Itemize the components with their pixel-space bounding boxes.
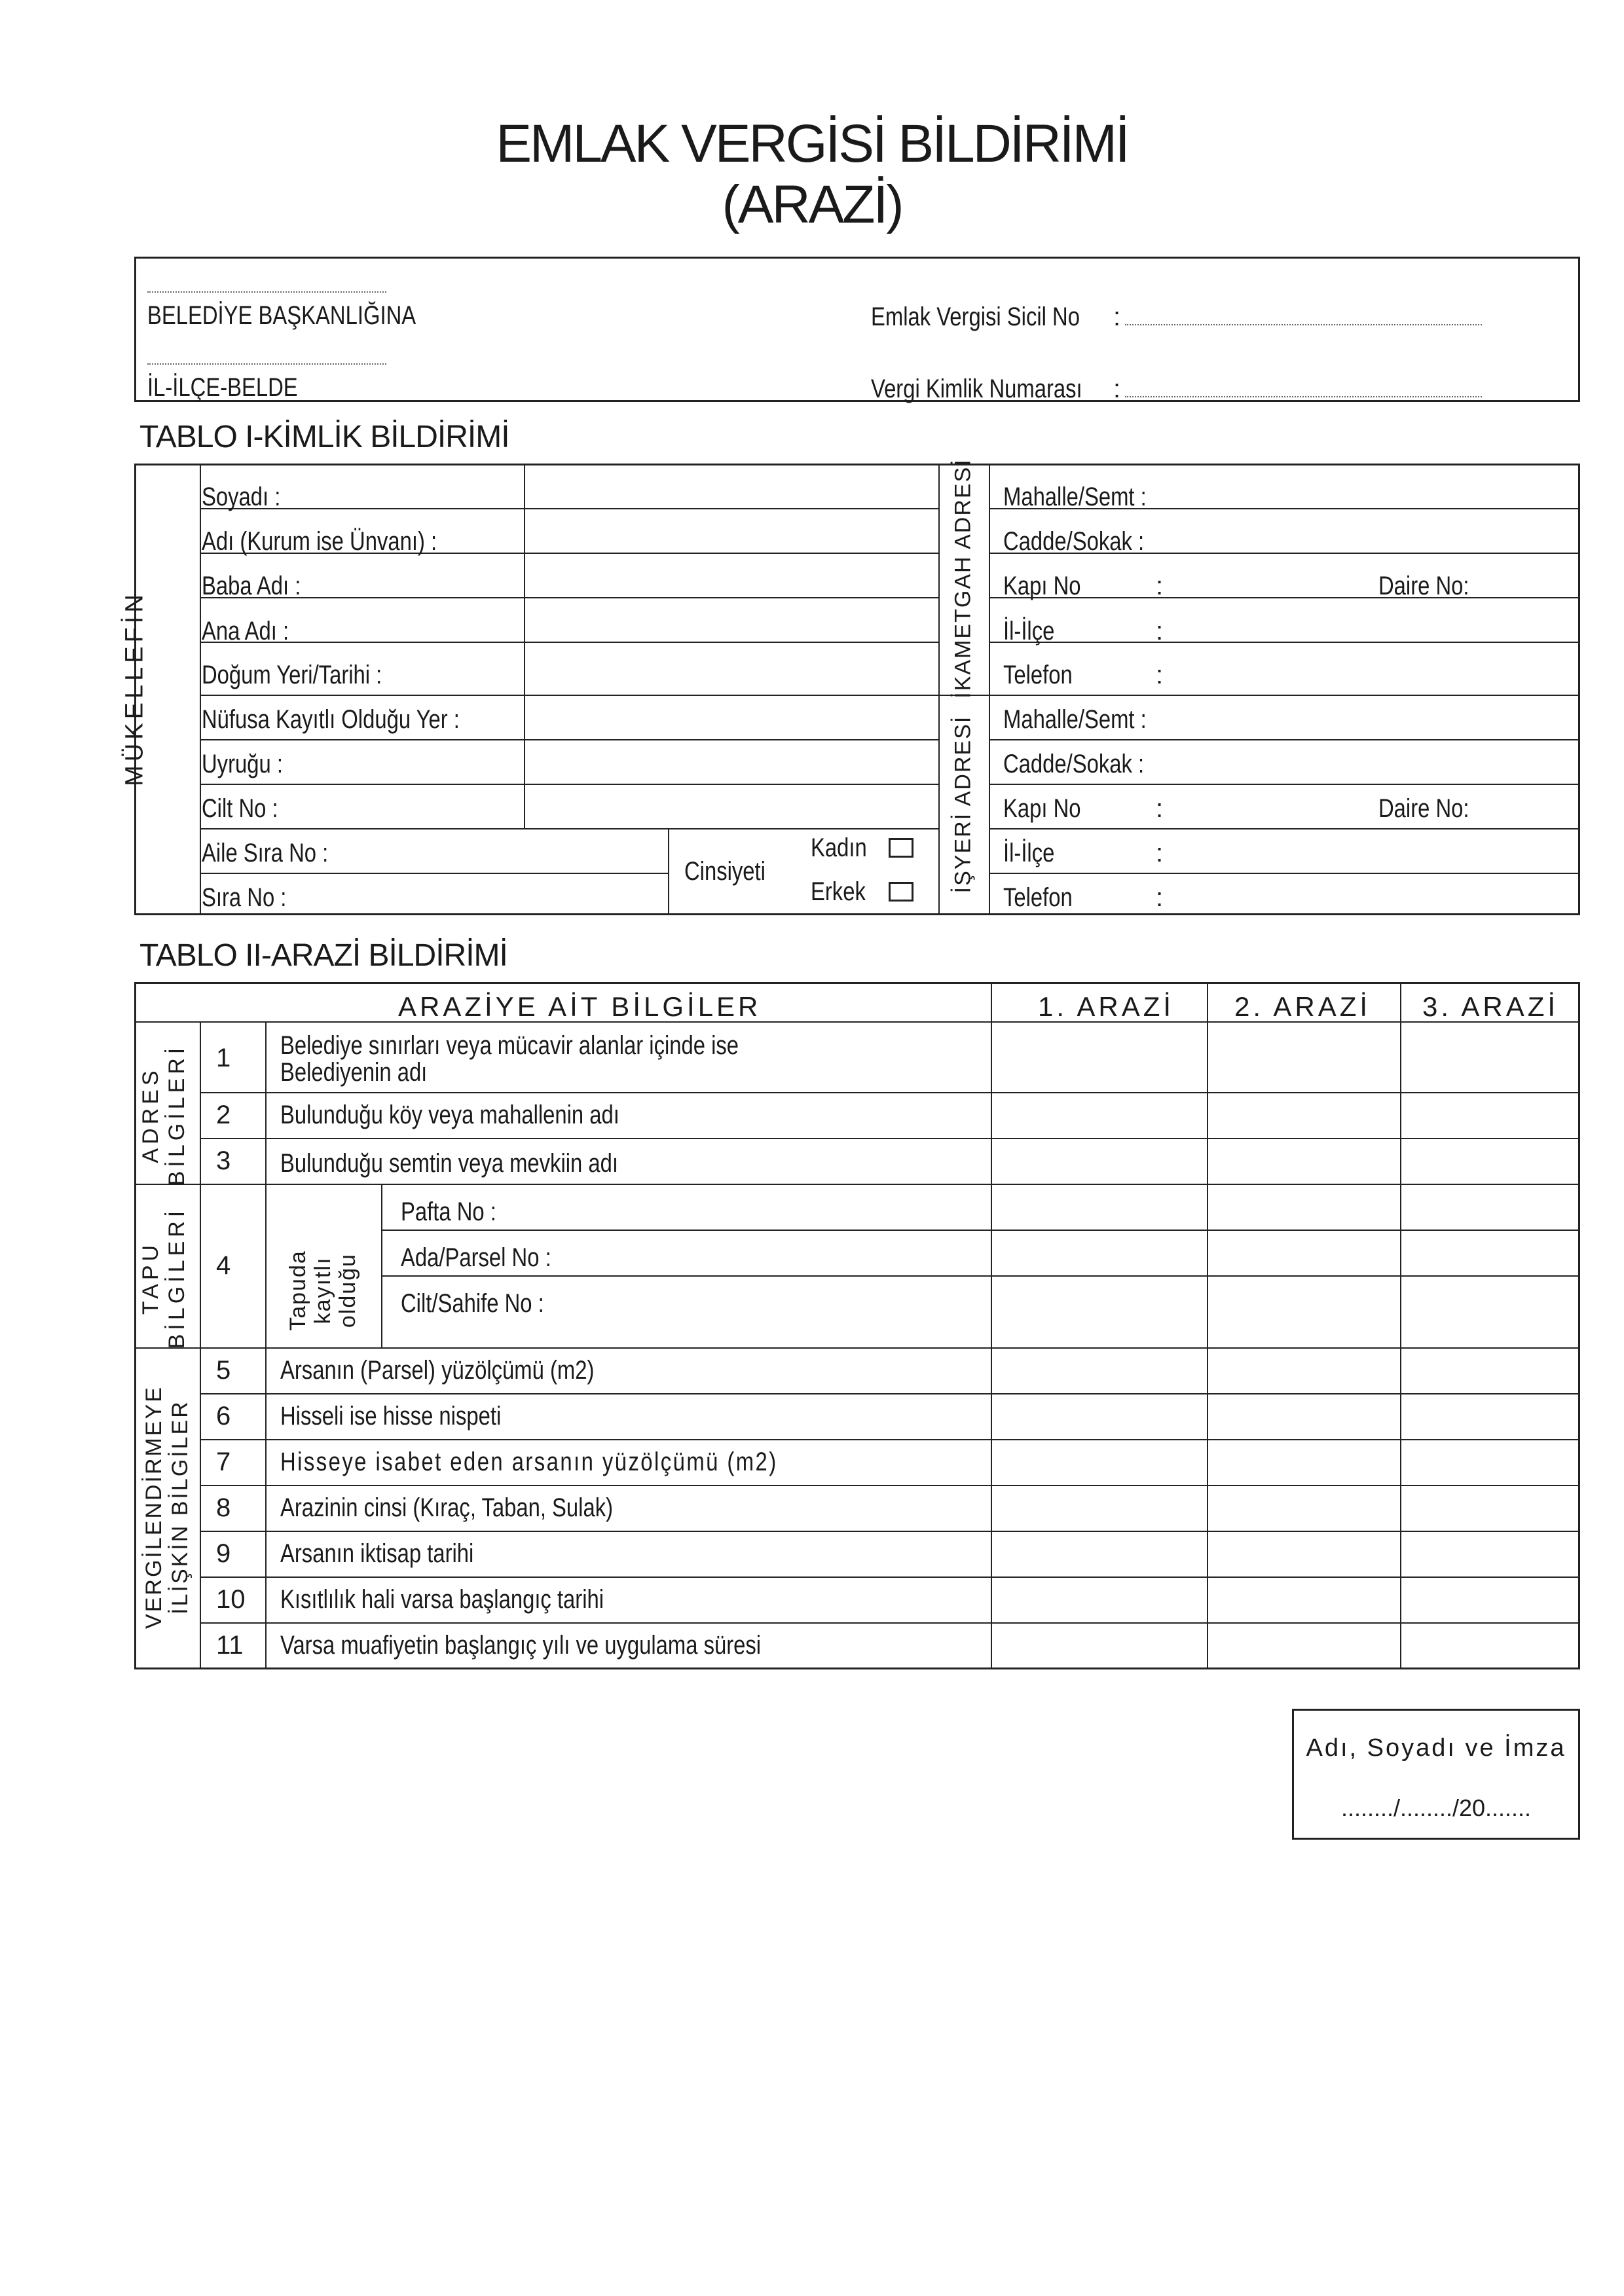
row-text-1b: Belediyenin adı [280,1058,428,1087]
deed-block-parcel: Ada/Parsel No : [401,1243,551,1272]
deed-registered-line1: Tapuda [286,1250,310,1331]
row-text-1a: Belediye sınırları veya mücavir alanlar içinde ise [280,1031,739,1060]
land-2-column[interactable] [1208,1023,1399,1668]
input-mother-name[interactable] [525,598,937,640]
field-nationality: Uyruğu : [202,750,283,778]
land-1-header: 1. ARAZİ [1038,991,1175,1022]
deed-group-line1: TAPU [138,1241,163,1315]
field-mother-name: Ana Adı : [202,617,289,646]
land-3-header: 3. ARAZİ [1422,991,1559,1022]
tax-id-label: Vergi Kimlik Numarası [871,374,1082,403]
municipality-label: BELEDİYE BAŞKANLIĞINA [147,301,416,330]
deed-group-line2: BİLGİLERİ [164,1207,189,1349]
table1-heading: TABLO I-KİMLİK BİLDİRİMİ [139,420,509,454]
form-title: EMLAK VERGİSİ BİLDİRİMİ [496,114,1128,173]
row-no-7: 7 [216,1448,231,1476]
row-no-4: 4 [216,1251,231,1280]
work-province: İl-İlçe [1003,839,1055,867]
res-phone: Telefon [1003,661,1073,689]
signature-label: Adı, Soyadı ve İmza [1306,1734,1566,1762]
row-no-8: 8 [216,1493,231,1522]
row-text-2: Bulunduğu köy veya mahallenin adı [280,1101,619,1129]
address-group-line2: BİLGİLERİ [164,1044,189,1186]
deed-group-label [138,1203,190,1353]
res-apartment-label: Daire No: [1378,572,1469,600]
taxpayer-side-label: MÜKELLEFİN [120,591,149,786]
input-volume-no[interactable] [525,785,937,827]
deed-volume-page: Cilt/Sahife No : [401,1289,544,1318]
row-text-9: Arsanın iktisap tarihi [280,1539,474,1568]
registry-number-field[interactable] [1125,324,1482,325]
res-province: İl-İlçe [1003,617,1055,646]
row-no-3: 3 [216,1146,231,1175]
row-text-3: Bulunduğu semtin veya mevkiin adı [280,1149,618,1178]
land-2-header: 2. ARAZİ [1234,991,1371,1022]
deed-map-no: Pafta No : [401,1197,496,1226]
input-name[interactable] [525,509,937,551]
input-nationality[interactable] [525,740,937,782]
row-no-5: 5 [216,1356,231,1385]
input-father-name[interactable] [525,554,937,596]
row-no-11: 11 [216,1631,244,1660]
signature-date[interactable]: ......../......../20....... [1340,1795,1532,1821]
work-phone: Telefon [1003,883,1073,912]
res-street: Cadde/Sokak : [1003,527,1145,556]
tax-id-colon: : [1113,374,1121,403]
row-text-5: Arsanın (Parsel) yüzölçümü (m2) [280,1356,595,1385]
municipality-dots[interactable] [147,291,386,293]
tax-group-line2: İLİŞKİN BİLGİLER [168,1400,193,1614]
field-family-seq-no: Aile Sıra No : [202,839,329,867]
gender-label: Cinsiyeti [684,857,766,886]
male-label: Erkek [811,877,866,906]
res-province-colon: : [1156,617,1164,646]
tax-group-line1: VERGİLENDİRMEYE [141,1385,166,1629]
res-neighborhood: Mahalle/Semt : [1003,483,1147,511]
work-apartment-label: Daire No: [1378,794,1469,823]
row-text-6: Hisseli ise hisse nispeti [280,1402,502,1430]
work-side-label: İŞYERİ ADRESİ [950,715,976,894]
field-birth-place-date: Doğum Yeri/Tarihi : [202,661,382,689]
row-no-6: 6 [216,1402,231,1430]
row-no-9: 9 [216,1539,231,1568]
field-seq-no: Sıra No : [202,883,287,912]
row-text-7: Hisseye isabet eden arsanın yüzölçümü (m2) [280,1448,778,1476]
field-surname: Soyadı : [202,483,281,511]
work-province-colon: : [1156,839,1164,867]
row-no-1: 1 [216,1044,231,1072]
field-volume-no: Cilt No : [202,794,278,823]
tax-id-field[interactable] [1125,396,1482,397]
address-group-line1: ADRES [138,1066,163,1163]
work-door-colon: : [1156,794,1164,823]
work-neighborhood: Mahalle/Semt : [1003,705,1147,734]
female-label: Kadın [811,833,867,862]
work-street: Cadde/Sokak : [1003,750,1145,778]
address-group-label [138,1036,190,1194]
deed-registered-line2: kayıtlı [310,1256,335,1324]
row-no-10: 10 [216,1585,246,1614]
deed-registered-label [286,1225,360,1356]
registry-colon: : [1113,302,1121,331]
res-phone-colon: : [1156,661,1164,689]
land-1-column[interactable] [992,1023,1206,1668]
field-name: Adı (Kurum ise Ünvanı) : [202,527,437,556]
input-birth-place-date[interactable] [525,643,937,693]
work-phone-colon: : [1156,883,1164,912]
male-checkbox[interactable] [889,882,913,902]
row-text-10: Kısıtlılık hali varsa başlangıç tarihi [280,1585,604,1614]
registry-label: Emlak Vergisi Sicil No [871,302,1080,331]
residence-side-label: İKAMETGAH ADRESİ [950,458,976,699]
field-registration-place: Nüfusa Kayıtlı Olduğu Yer : [202,705,460,734]
res-door-no: Kapı No [1003,572,1081,600]
work-door-no: Kapı No [1003,794,1081,823]
district-dots[interactable] [147,363,386,365]
res-door-colon: : [1156,572,1164,600]
input-registration-place[interactable] [525,696,937,738]
field-father-name: Baba Adı : [202,572,301,600]
table2-heading: TABLO II-ARAZİ BİLDİRİMİ [139,938,507,973]
deed-registered-line3: olduğu [335,1252,360,1328]
district-label: İL-İLÇE-BELDE [147,373,298,402]
row-text-11: Varsa muafiyetin başlangıç yılı ve uygulama süresi [280,1631,762,1660]
form-subtitle: (ARAZİ) [722,175,902,234]
land-info-header: ARAZİYE AİT BİLGİLER [398,991,762,1022]
input-surname[interactable] [525,465,937,507]
row-text-8: Arazinin cinsi (Kıraç, Taban, Sulak) [280,1493,614,1522]
tax-group-label [141,1376,193,1638]
female-checkbox[interactable] [889,838,913,858]
land-3-column[interactable] [1401,1023,1579,1668]
row-no-2: 2 [216,1101,231,1129]
